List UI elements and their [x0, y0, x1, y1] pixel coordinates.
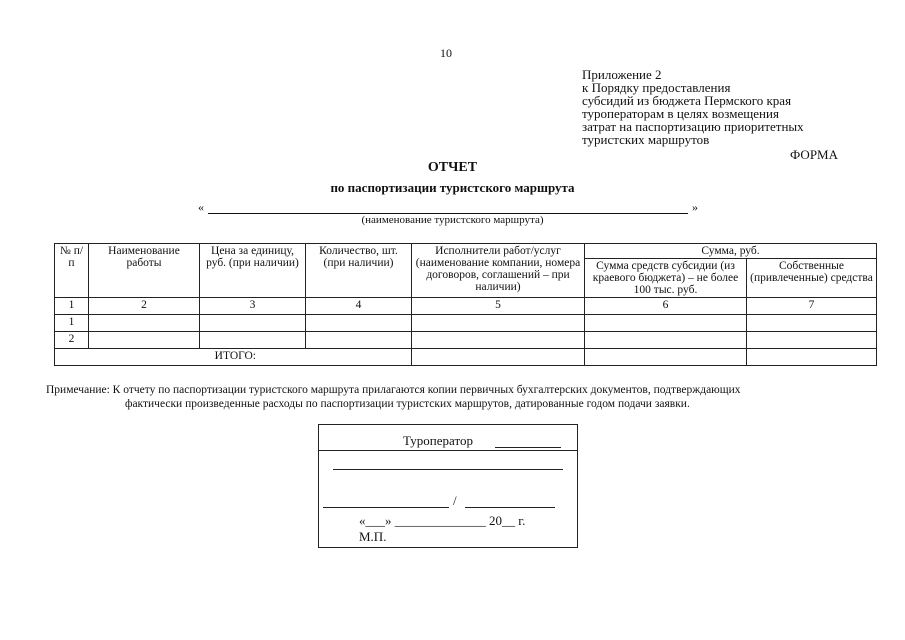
column-number: 2	[89, 298, 200, 315]
quote-close: »	[692, 200, 698, 214]
note	[46, 383, 861, 411]
table-cell[interactable]	[200, 332, 306, 349]
forma-label: ФОРМА	[790, 147, 838, 162]
appendix-line: туристских маршрутов	[582, 132, 710, 147]
blank-line[interactable]	[333, 469, 563, 470]
quote-open: «	[198, 200, 204, 214]
note-line-2: фактически произведенные расходы по паспортизации туристских маршрутов, датированные годом подачи заявки.	[125, 398, 690, 410]
table-cell[interactable]	[89, 332, 200, 349]
appendix-line: затрат на паспортизацию приоритетных	[582, 119, 804, 134]
route-caption: (наименование туристского маршрута)	[361, 214, 544, 226]
column-number: 5	[412, 298, 585, 315]
header-executors: Исполнители работ/услуг (наименование компании, номера договоров, соглашений – при наличии)	[412, 244, 585, 298]
table-cell[interactable]	[89, 315, 200, 332]
header-sum: Сумма, руб.	[585, 244, 877, 259]
column-number: 6	[585, 298, 747, 315]
header-quantity: Количество, шт. (при наличии)	[306, 244, 412, 298]
signature-line[interactable]	[323, 507, 449, 508]
table-cell[interactable]	[747, 332, 877, 349]
total-label: ИТОГО:	[55, 349, 412, 366]
table-cell[interactable]	[412, 349, 585, 366]
appendix-line: туроператорам в целях возмещения	[582, 106, 779, 121]
table-cell[interactable]	[585, 349, 747, 366]
table-cell[interactable]	[747, 315, 877, 332]
row-number: 1	[55, 315, 89, 332]
operator-name-line[interactable]	[495, 447, 561, 448]
table-cell[interactable]	[306, 315, 412, 332]
table-cell[interactable]	[585, 315, 747, 332]
report-title: ОТЧЕТ	[427, 160, 478, 175]
header-num: № п/п	[55, 244, 89, 298]
table-cell[interactable]	[412, 315, 585, 332]
operator-label: Туроператор	[403, 433, 473, 448]
table-cell[interactable]	[412, 332, 585, 349]
page-number: 10	[440, 46, 452, 60]
signature-date: «___» ______________ 20__ г.	[359, 513, 526, 528]
header-price: Цена за единицу, руб. (при наличии)	[200, 244, 306, 298]
table-cell[interactable]	[747, 349, 877, 366]
table-row	[55, 315, 877, 332]
column-number: 4	[306, 298, 412, 315]
stamp-place-label: М.П.	[359, 529, 387, 544]
signature-slash: /	[453, 493, 457, 508]
column-number: 3	[200, 298, 306, 315]
table-row	[55, 332, 877, 349]
column-number: 7	[747, 298, 877, 315]
appendix-line: субсидий из бюджета Пермского края	[582, 93, 792, 108]
header-work-name: Наименование работы	[89, 244, 200, 298]
report-table	[54, 243, 877, 366]
note-line-1: Примечание: К отчету по паспортизации туристского маршрута прилагаются копии первичных бухгалтерских документов, подтверждающих	[46, 384, 741, 396]
table-header-row	[55, 244, 877, 259]
column-number: 1	[55, 298, 89, 315]
column-number-row	[55, 298, 877, 315]
table-cell[interactable]	[200, 315, 306, 332]
signature-name-line[interactable]	[465, 507, 555, 508]
header-own-funds: Собственные (привлеченные) средства	[747, 259, 877, 298]
operator-signature-box	[318, 424, 578, 548]
report-subtitle: по паспортизации туристского маршрута	[330, 180, 575, 195]
table-cell[interactable]	[306, 332, 412, 349]
total-row	[55, 349, 877, 366]
table-cell[interactable]	[585, 332, 747, 349]
operator-divider	[319, 450, 577, 451]
appendix-line: к Порядку предоставления	[582, 80, 731, 95]
appendix-block	[582, 68, 804, 146]
row-number: 2	[55, 332, 89, 349]
header-subsidy: Сумма средств субсидии (из краевого бюджета) – не более 100 тыс. руб.	[585, 259, 747, 298]
appendix-line: Приложение 2	[582, 67, 662, 82]
